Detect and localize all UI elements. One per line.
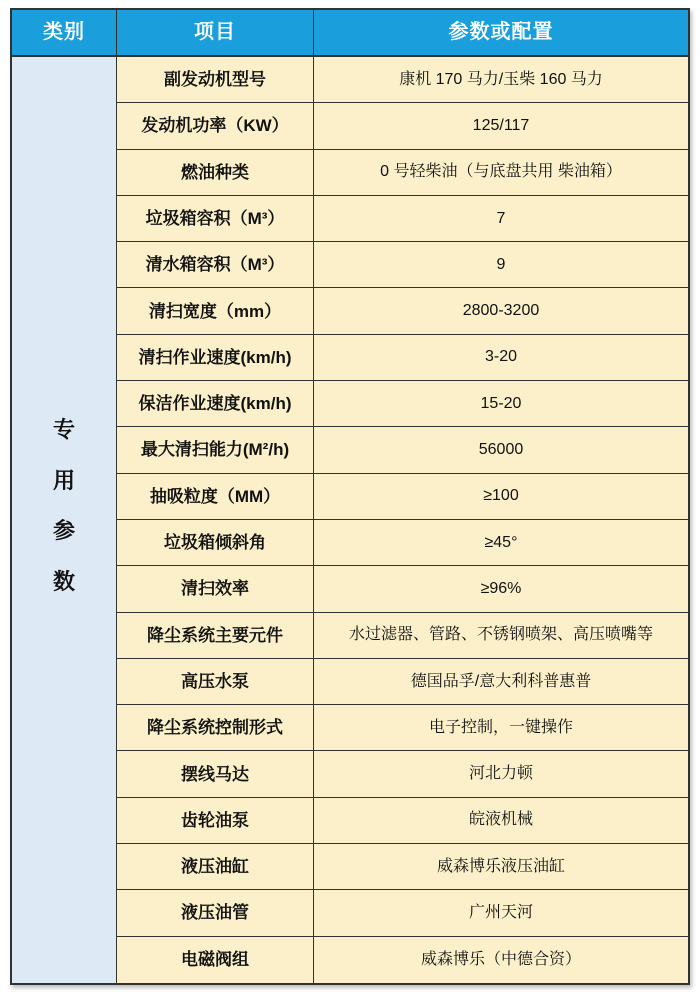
value-cell: ≥100 xyxy=(314,474,688,520)
item-cell: 清扫效率 xyxy=(117,566,314,612)
item-cell: 清水箱容积（M³） xyxy=(117,242,314,288)
value-cell: 3-20 xyxy=(314,335,688,381)
item-cell: 燃油种类 xyxy=(117,150,314,196)
item-cell: 液压油缸 xyxy=(117,844,314,890)
item-cell: 最大清扫能力(M²/h) xyxy=(117,427,314,473)
header-cell-value: 参数或配置 xyxy=(314,10,688,57)
value-cell: 康机 170 马力/玉柴 160 马力 xyxy=(314,57,688,103)
spec-table xyxy=(10,8,690,985)
value-cell: 9 xyxy=(314,242,688,288)
value-cell: ≥96% xyxy=(314,566,688,612)
item-cell: 摆线马达 xyxy=(117,751,314,797)
item-cell: 垃圾箱倾斜角 xyxy=(117,520,314,566)
category-label-char: 专 xyxy=(52,417,75,443)
item-cell: 电磁阀组 xyxy=(117,937,314,983)
value-cell: 河北力顿 xyxy=(314,751,688,797)
value-cell: 广州天河 xyxy=(314,890,688,936)
item-cell: 降尘系统控制形式 xyxy=(117,705,314,751)
value-cell: 德国品孚/意大利科普惠普 xyxy=(314,659,688,705)
item-cell: 发动机功率（KW） xyxy=(117,103,314,149)
header-cell-item: 项目 xyxy=(117,10,314,57)
category-merged-cell xyxy=(12,57,117,983)
header-cell-category: 类别 xyxy=(12,10,117,57)
item-cell: 高压水泵 xyxy=(117,659,314,705)
value-cell: 水过滤器、管路、不锈钢喷架、高压喷嘴等 xyxy=(314,613,688,659)
item-cell: 清扫作业速度(km/h) xyxy=(117,335,314,381)
item-cell: 抽吸粒度（MM） xyxy=(117,474,314,520)
value-cell: 2800-3200 xyxy=(314,288,688,334)
value-cell: 56000 xyxy=(314,427,688,473)
category-label-char: 参 xyxy=(52,518,75,544)
value-cell: ≥45° xyxy=(314,520,688,566)
item-cell: 清扫宽度（mm） xyxy=(117,288,314,334)
value-cell: 125/117 xyxy=(314,103,688,149)
item-cell: 液压油管 xyxy=(117,890,314,936)
value-cell: 0 号轻柴油（与底盘共用 柴油箱） xyxy=(314,150,688,196)
item-cell: 垃圾箱容积（M³） xyxy=(117,196,314,242)
value-cell: 威森博乐液压油缸 xyxy=(314,844,688,890)
value-cell: 皖液机械 xyxy=(314,798,688,844)
value-cell: 威森博乐（中德合资） xyxy=(314,937,688,983)
item-cell: 齿轮油泵 xyxy=(117,798,314,844)
value-cell: 电子控制，一键操作 xyxy=(314,705,688,751)
value-cell: 7 xyxy=(314,196,688,242)
category-label-char: 用 xyxy=(52,467,75,493)
value-cell: 15-20 xyxy=(314,381,688,427)
item-cell: 保洁作业速度(km/h) xyxy=(117,381,314,427)
category-label-char: 数 xyxy=(52,568,75,594)
item-cell: 副发动机型号 xyxy=(117,57,314,103)
item-cell: 降尘系统主要元件 xyxy=(117,613,314,659)
